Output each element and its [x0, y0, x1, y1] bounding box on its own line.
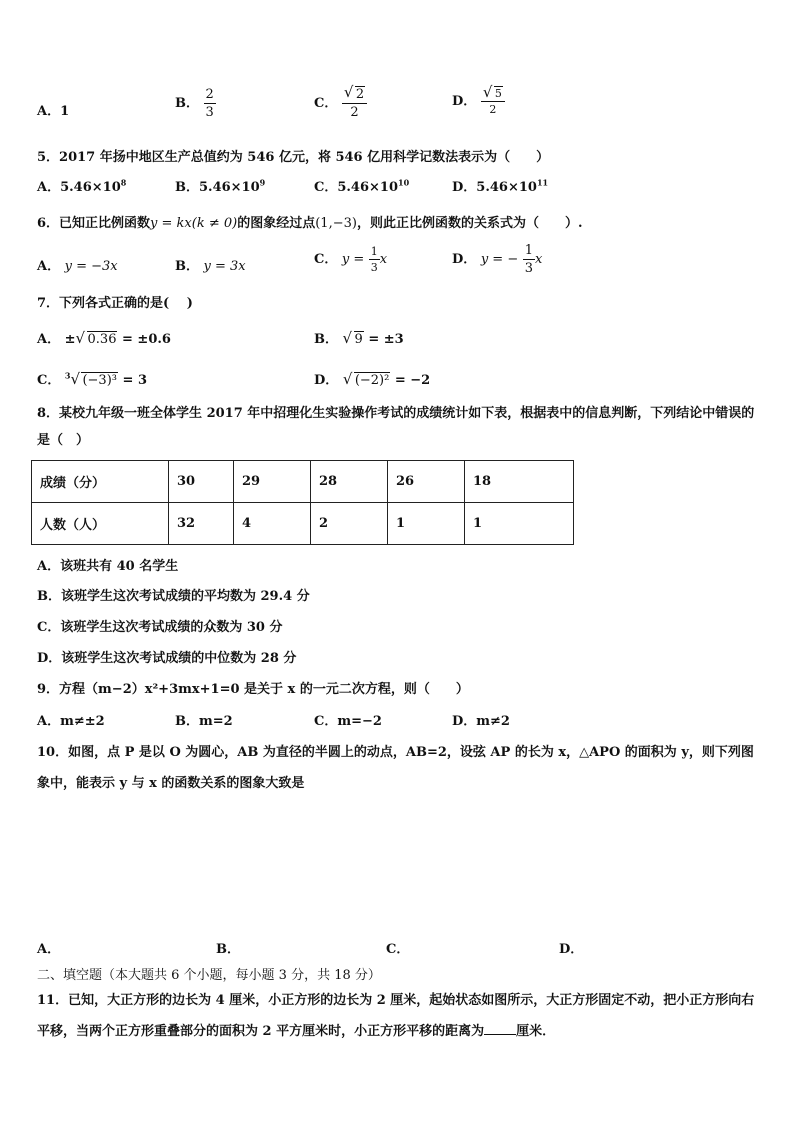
q10-stem: 10．如图，点 P 是以 O 为圆心，AB 为直径的半圆上的动点，AB=2，设弦 AP 的长为 x，△APO 的面积为 y，则下列图象中，能表示 y 与 x 的函数关系的图象大致是: [37, 745, 754, 791]
q8-option-c: C．该班学生这次考试成绩的众数为 30 分: [37, 620, 283, 635]
q7-option-a: A． ± √ 0.36 = ±0.6: [37, 329, 171, 347]
q4-b-fraction: $\frac{2}{3}$: [205, 87, 214, 120]
q7-option-c: C． $^3$ √ (−3)³ = 3: [37, 370, 147, 388]
q9-option-b: B．m=2: [175, 714, 233, 729]
q6-stem: 6．已知正比例函数y = kx(k ≠ 0)的图象经过点(1,−3)，则此正比例函数的关系式为（ ）.: [37, 216, 583, 231]
q8-option-b: B．该班学生这次考试成绩的平均数为 29.4 分: [37, 589, 310, 604]
score-table: [31, 460, 574, 545]
q4-option-a: A．1: [37, 104, 70, 119]
table-cell: 26: [388, 461, 465, 503]
table-cell: 18: [465, 461, 574, 503]
q5-option-b: B．$5.46\times 10^9$: [175, 177, 266, 195]
section-heading: 二、填空题（本大题共 6 个小题，每小题 3 分，共 18 分）: [37, 968, 381, 983]
table-cell: 2: [311, 503, 388, 545]
table-cell: 32: [169, 503, 234, 545]
table-cell: 1: [388, 503, 465, 545]
q10-option-a: A．: [37, 942, 61, 957]
q11-stem: 11．已知，大正方形的边长为 4 厘米，小正方形的边长为 2 厘米，起始状态如图所示，大正方形固定不动，把小正方形向右平移，当两个正方形重叠部分的面积为 2 平方厘米时，小正方形平移的距离为 厘米．: [37, 993, 755, 1039]
q4-c-fraction: √ 2 2: [342, 88, 367, 119]
table-cell: 29: [234, 461, 311, 503]
q7-stem: 7．下列各式正确的是( ): [37, 296, 193, 311]
q8-option-a: A．该班共有 40 名学生: [37, 559, 179, 574]
q6-option-d: D． y = − $\frac{1}{3}$ x: [452, 243, 543, 276]
q5-option-c: C．$5.46\times 10^{10}$: [314, 177, 410, 195]
q5-stem: 5．2017 年扬中地区生产总值约为 546 亿元，将 546 亿用科学记数法表示为（ ）: [37, 150, 550, 165]
table-cell: 28: [311, 461, 388, 503]
q10-option-b: B．: [216, 942, 240, 957]
q7-option-d: D． √ (−2)² = −2: [314, 370, 431, 388]
q4-option-d: D． √ 5 2: [452, 88, 505, 115]
q7-option-b: B． √ 9 = ±3: [314, 329, 404, 347]
q4-d-fraction: √ 5 2: [481, 88, 505, 115]
q6-function: y = kx(k ≠ 0): [150, 216, 238, 231]
q9-option-d: D．m≠2: [452, 714, 510, 729]
answer-blank[interactable]: [484, 1022, 516, 1035]
table-row: [32, 503, 574, 545]
table-cell: 成绩（分）: [32, 461, 169, 503]
q6-d-fraction: $\frac{1}{3}$: [524, 243, 534, 276]
q9-option-c: C．m=−2: [314, 714, 382, 729]
q9-option-a: A．m≠±2: [37, 714, 105, 729]
q4-option-c: C． √ 2 2: [314, 88, 367, 119]
q6-option-a: A． y = −3x: [37, 259, 118, 274]
q4-option-b: B． $\frac{2}{3}$: [175, 87, 214, 120]
q6-option-b: B． y = 3x: [175, 259, 246, 274]
table-cell: 人数（人）: [32, 503, 169, 545]
q6-point: (1,−3): [315, 216, 357, 231]
q10-option-d: D．: [559, 942, 584, 957]
q5-option-a: A．$5.46\times 10^8$: [37, 177, 127, 195]
table-cell: 1: [465, 503, 574, 545]
table-cell: 4: [234, 503, 311, 545]
q5-option-d: D．$5.46\times 10^{11}$: [452, 177, 549, 195]
table-cell: 30: [169, 461, 234, 503]
q6-option-c: C． y = $\frac{1}{3}$ x: [314, 245, 388, 274]
q8-stem: 8．某校九年级一班全体学生 2017 年中招理化生实验操作考试的成绩统计如下表，根据表中的信息判断，下列结论中错误的是（ ）: [37, 406, 755, 448]
q10-option-c: C．: [386, 942, 410, 957]
q6-c-fraction: $\frac{1}{3}$: [370, 245, 378, 274]
q9-stem: 9．方程（m−2）x²+3mx+1=0 是关于 x 的一元二次方程，则（ ）: [37, 682, 469, 697]
q8-option-d: D．该班学生这次考试成绩的中位数为 28 分: [37, 651, 297, 666]
table-row: [32, 461, 574, 503]
